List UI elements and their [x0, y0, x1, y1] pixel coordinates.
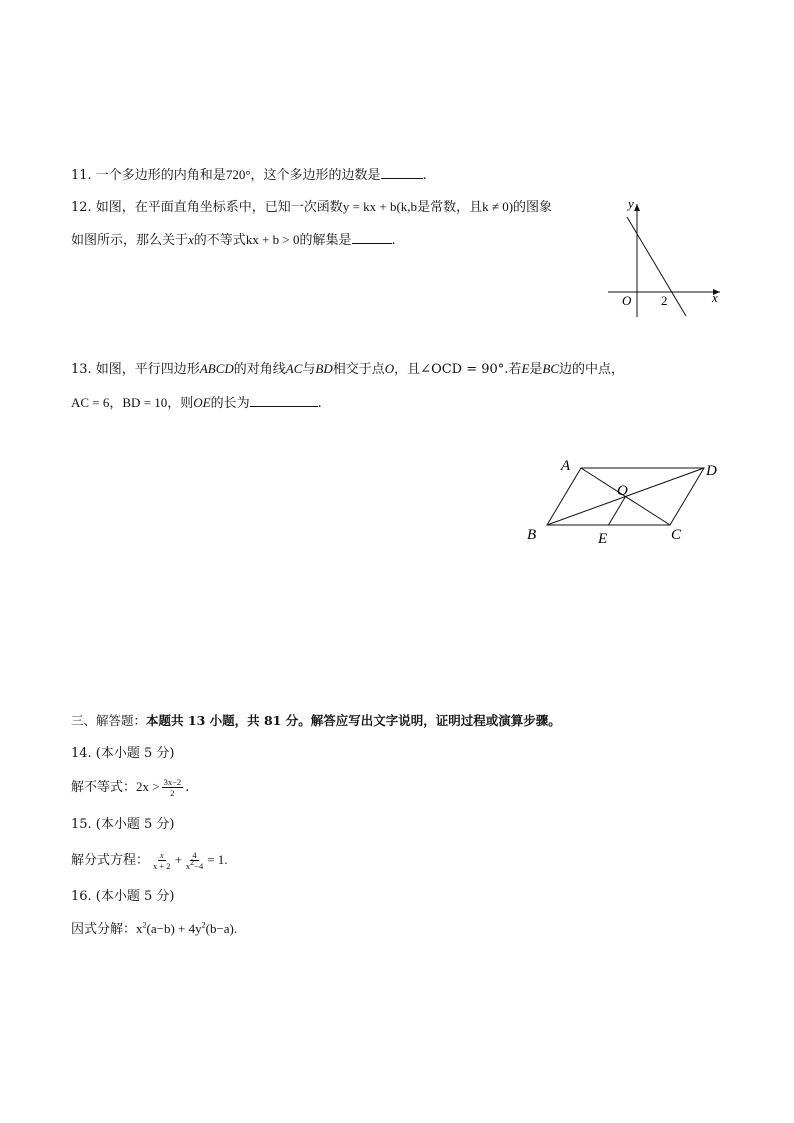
- q15-f1-numerator: x: [159, 850, 164, 860]
- q11-angle: 720°: [225, 167, 251, 182]
- q12-answer-blank[interactable]: [352, 230, 392, 244]
- q15-rhs: = 1.: [207, 852, 228, 867]
- q16-t1: x: [136, 921, 143, 936]
- x-intercept-label: 2: [661, 293, 668, 308]
- function-line: [627, 217, 686, 316]
- q16-prompt: 因式分解：: [71, 922, 137, 937]
- q15-f2-denominator: [184, 858, 205, 871]
- q13-text-i: 的长为: [210, 396, 250, 411]
- q15-f2-den-base: x: [185, 861, 191, 871]
- question-11: [71, 165, 427, 185]
- q12-text-b: 是常数，且: [417, 200, 483, 215]
- q12-text-f: 的解集是: [299, 233, 352, 248]
- q14-denominator: 2: [170, 788, 175, 798]
- q13-oe: OE: [193, 395, 211, 410]
- q13-text-g: 边的中点，: [559, 362, 625, 377]
- q12-period: .: [391, 233, 396, 248]
- label-c: C: [671, 527, 682, 543]
- q12-linear-function-graph: [600, 195, 730, 325]
- q11-answer-blank[interactable]: [381, 165, 423, 179]
- question-12-line1: [71, 198, 552, 217]
- label-e: E: [598, 531, 608, 547]
- label-o: O: [617, 483, 628, 499]
- q13-bd: BD: [315, 361, 333, 376]
- label-b: B: [527, 527, 537, 543]
- q15-f2-den-rest: −4: [194, 861, 204, 871]
- q13-text-f: 是: [529, 362, 543, 377]
- question-14-title: 14. (本小题 5 分): [71, 746, 175, 761]
- q13-ac: AC: [285, 361, 303, 376]
- q15-f2-den-exp: 2: [190, 858, 195, 868]
- q15-plus: +: [174, 852, 182, 867]
- q15-fraction-2: [184, 850, 205, 871]
- q13-text-d: 相交于点: [332, 362, 385, 377]
- q12-text-c: 的图象: [513, 200, 553, 215]
- q16-t2: (a−b) + 4y: [146, 921, 202, 936]
- q15-prompt: 解分式方程：: [71, 853, 150, 868]
- q15-f1-denominator: x + 2: [153, 861, 171, 871]
- q12-text-d: 如图所示，那么关于: [71, 233, 189, 248]
- q14-prompt: 解不等式：: [71, 780, 137, 795]
- q13-bc: BC: [542, 361, 560, 376]
- q13-abcd: ABCD: [199, 361, 234, 376]
- q12-inequality: kx + b > 0: [245, 232, 300, 247]
- q16-t1-exp: 2: [142, 920, 147, 930]
- q14-lhs: 2x >: [136, 779, 160, 794]
- q15-f2-numerator: 4: [192, 850, 197, 860]
- q13-text-c: 与: [302, 362, 316, 377]
- q13-text-h: AC = 6，BD = 10，则: [71, 395, 194, 410]
- y-label: y: [628, 196, 634, 211]
- q16-t3: (b−a).: [205, 921, 238, 936]
- q13-parallelogram-figure: [520, 452, 730, 550]
- q12-condition: k ≠ 0): [482, 199, 514, 214]
- q11-text-after: ，这个多边形的边数是: [250, 168, 381, 183]
- q13-text: 13. 如图，平行四边形: [71, 362, 200, 377]
- question-12-line2: [71, 230, 396, 250]
- q13-text-e: ，且∠OCD = 90°.若: [394, 362, 522, 377]
- q12-text: 12. 如图，在平面直角坐标系中，已知一次函数: [71, 200, 343, 215]
- x-label: x: [712, 290, 718, 305]
- section-3-instructions: 本题共 13 小题，共 81 分。解答应写出文字说明，证明过程或演算步骤。: [146, 713, 561, 728]
- question-15-title: 15. (本小题 5 分): [71, 817, 175, 832]
- q11-text: 11. 一个多边形的内角和是: [71, 168, 226, 183]
- q13-answer-blank[interactable]: [250, 393, 318, 407]
- q14-numerator: 3x−2: [163, 777, 182, 787]
- section-3-heading: [71, 712, 561, 730]
- q14-period: .: [185, 780, 190, 795]
- q12-text-e: 的不等式: [193, 233, 246, 248]
- y-axis-arrow: [634, 204, 640, 211]
- q13-text-b: 的对角线: [233, 362, 286, 377]
- label-a: A: [561, 458, 571, 474]
- q14-fraction: [162, 777, 184, 798]
- q13-o: O: [384, 361, 395, 376]
- question-13-line2: [71, 393, 322, 413]
- origin-label: O: [622, 293, 632, 308]
- label-d: D: [706, 463, 717, 479]
- q13-period: .: [317, 396, 322, 411]
- question-14-body: [71, 777, 189, 798]
- section-3-label: 三、解答题：: [71, 713, 147, 728]
- q15-fraction-1: [151, 850, 173, 871]
- q12-function: y = kx + b(k,b: [342, 199, 418, 214]
- q16-expression: [136, 921, 237, 936]
- q13-e: E: [521, 361, 530, 376]
- question-16-body: [71, 920, 237, 939]
- question-16-title: 16. (本小题 5 分): [71, 889, 175, 904]
- question-15-body: [71, 850, 228, 871]
- segment-oe: [609, 497, 626, 526]
- q12-variable: x: [188, 232, 194, 247]
- question-13-line1: [71, 360, 624, 379]
- q11-period: .: [422, 168, 427, 183]
- q16-t2-exp: 2: [201, 920, 206, 930]
